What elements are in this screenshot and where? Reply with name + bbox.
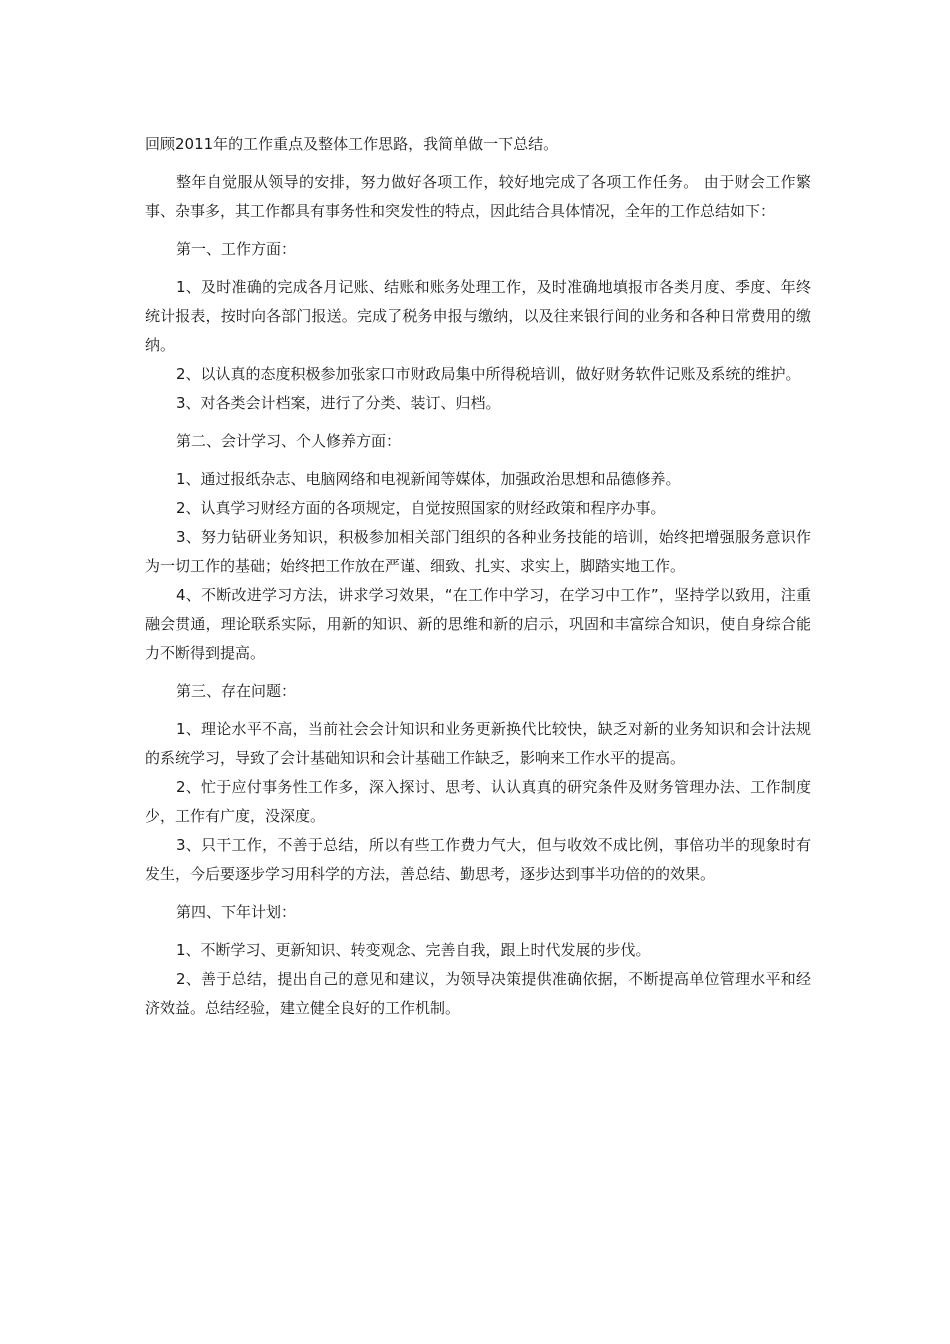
section-item: 2、善于总结，提出自己的意见和建议，为领导决策提供准确依据，不断提高单位管理水平和经济效益。总结经验，建立健全良好的工作机制。 [145, 970, 811, 1017]
section-item: 2、忙于应付事务性工作多，深入探讨、思考、认认真真的研究条件及财务管理办法、工作制度少，工作有广度，没深度。 [145, 778, 811, 825]
section-heading: 第一、工作方面： [176, 240, 297, 258]
section-item: 2、认真学习财经方面的各项规定，自觉按照国家的财经政策和程序办事。 [176, 499, 666, 517]
intro-paragraph: 回顾2011年的工作重点及整体工作思路，我简单做一下总结。 [145, 135, 559, 153]
section-item: 2、以认真的态度积极参加张家口市财政局集中所得税培训，做好财务软件记账及系统的维护。 [176, 365, 801, 383]
section-item: 1、理论水平不高，当前社会会计知识和业务更新换代比较快，缺乏对新的业务知识和会计法规的系统学习，导致了会计基础知识和会计基础工作缺乏，影响来工作水平的提高。 [145, 720, 811, 767]
section-heading: 第三、存在问题： [176, 682, 297, 700]
section-item: 3、只干工作，不善于总结，所以有些工作费力气大，但与收效不成比例，事倍功半的现象时有发生，今后要逐步学习用科学的方法，善总结、勤思考，逐步达到事半功倍的的效果。 [145, 836, 811, 883]
section-work [145, 235, 811, 418]
section-item: 1、及时准确的完成各月记账、结账和账务处理工作，及时准确地填报市各类月度、季度、年终统计报表，按时向各部门报送。完成了税务申报与缴纳，以及往来银行间的业务和各种日常费用的缴纳。 [145, 278, 811, 354]
section-item: 4、不断改进学习方法，讲求学习效果，“在工作中学习，在学习中工作”，坚持学以致用，注重融会贯通，理论联系实际，用新的知识、新的思维和新的启示，巩固和丰富综合知识，使自身综合能力不断得到提高。 [145, 586, 811, 662]
section-study [145, 427, 811, 668]
section-item: 1、不断学习、更新知识、转变观念、完善自我，跟上时代发展的步伐。 [176, 941, 651, 959]
summary-paragraph: 整年自觉服从领导的安排，努力做好各项工作，较好地完成了各项工作任务。 由于财会工作繁事、杂事多，其工作都具有事务性和突发性的特点，因此结合具体情况，全年的工作总结如下： [145, 173, 811, 220]
section-item: 3、努力钻研业务知识，积极参加相关部门组织的各种业务技能的培训，始终把增强服务意识作为一切工作的基础；始终把工作放在严谨、细致、扎实、求实上，脚踏实地工作。 [145, 528, 811, 575]
document-body [145, 130, 811, 1023]
section-item: 1、通过报纸杂志、电脑网络和电视新闻等媒体，加强政治思想和品德修养。 [176, 470, 681, 488]
section-item: 3、对各类会计档案，进行了分类、装订、归档。 [176, 394, 501, 412]
section-problems [145, 677, 811, 889]
section-heading: 第四、下年计划： [176, 903, 297, 921]
section-plan [145, 898, 811, 1023]
section-heading: 第二、会计学习、个人修养方面： [176, 432, 402, 450]
